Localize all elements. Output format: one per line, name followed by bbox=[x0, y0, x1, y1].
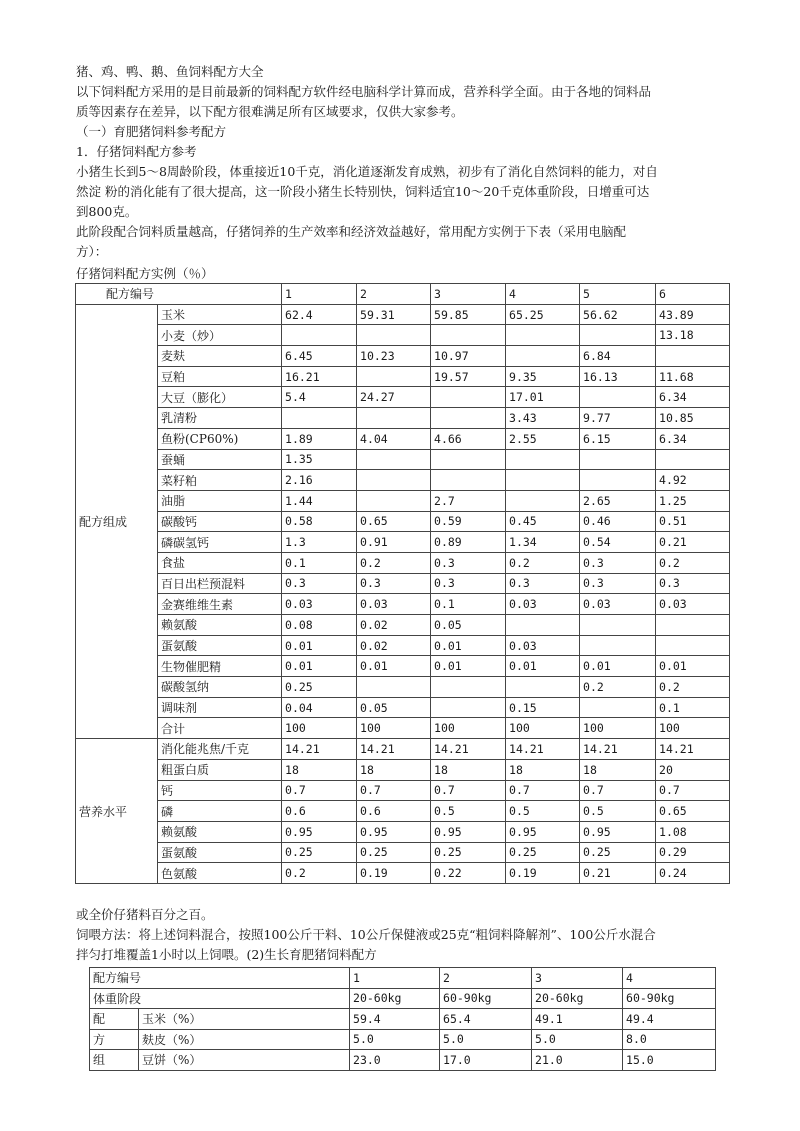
table-cell: 15.0 bbox=[623, 1050, 716, 1071]
table-cell: 0.2 bbox=[656, 677, 730, 698]
table-cell: 0.5 bbox=[506, 801, 580, 822]
table-row bbox=[76, 470, 730, 491]
table-cell: 0.24 bbox=[656, 863, 730, 884]
table-cell: 59.4 bbox=[350, 1009, 440, 1030]
table-cell bbox=[506, 470, 580, 491]
ingredient-name: 合计 bbox=[158, 718, 282, 739]
table-cell: 0.04 bbox=[282, 697, 357, 718]
table-cell: 1.08 bbox=[656, 821, 730, 842]
table-cell: 0.89 bbox=[431, 532, 506, 553]
table-cell: 4.66 bbox=[431, 428, 506, 449]
table-cell: 0.03 bbox=[656, 594, 730, 615]
table-row bbox=[76, 842, 730, 863]
formula-id: 2 bbox=[357, 284, 431, 305]
table-cell: 0.2 bbox=[580, 677, 656, 698]
table-cell: 62.4 bbox=[282, 304, 357, 325]
table-cell: 100 bbox=[431, 718, 506, 739]
table-row bbox=[76, 532, 730, 553]
table-row bbox=[76, 718, 730, 739]
table-cell: 0.3 bbox=[656, 573, 730, 594]
table-cell: 0.95 bbox=[580, 821, 656, 842]
table-cell bbox=[580, 449, 656, 470]
table-cell: 0.25 bbox=[282, 677, 357, 698]
table-cell: 0.3 bbox=[506, 573, 580, 594]
ingredient-name: 钙 bbox=[158, 780, 282, 801]
table-cell bbox=[580, 697, 656, 718]
header-label: 配方编号 bbox=[76, 284, 282, 305]
table-cell: 100 bbox=[506, 718, 580, 739]
ingredient-name: 消化能兆焦/千克 bbox=[158, 739, 282, 760]
stage-cell: 60-90kg bbox=[440, 988, 532, 1009]
table-cell: 1.44 bbox=[282, 490, 357, 511]
table-cell bbox=[431, 449, 506, 470]
table-cell bbox=[431, 387, 506, 408]
ingredient-name: 菜籽粕 bbox=[158, 470, 282, 491]
table-cell: 1.25 bbox=[656, 490, 730, 511]
table-cell: 6.34 bbox=[656, 428, 730, 449]
table-cell bbox=[357, 366, 431, 387]
table-cell: 14.21 bbox=[506, 739, 580, 760]
header-label: 配方编号 bbox=[90, 968, 350, 989]
formula-id: 4 bbox=[623, 968, 716, 989]
table-cell bbox=[506, 615, 580, 636]
table-cell: 0.15 bbox=[506, 697, 580, 718]
table-cell: 43.89 bbox=[656, 304, 730, 325]
table-cell: 1.89 bbox=[282, 428, 357, 449]
table-cell: 100 bbox=[656, 718, 730, 739]
table-cell bbox=[431, 470, 506, 491]
table-row bbox=[76, 552, 730, 573]
table-row bbox=[90, 1050, 716, 1071]
table-cell: 0.51 bbox=[656, 511, 730, 532]
table-row bbox=[90, 1029, 716, 1050]
table-cell: 0.02 bbox=[357, 635, 431, 656]
table-row bbox=[76, 677, 730, 698]
table-cell: 0.03 bbox=[580, 594, 656, 615]
table-cell: 0.3 bbox=[431, 573, 506, 594]
stage-row bbox=[90, 988, 716, 1009]
ingredient-name: 生物催肥精 bbox=[158, 656, 282, 677]
table-cell: 18 bbox=[431, 759, 506, 780]
ingredient-name: 金赛维维生素 bbox=[158, 594, 282, 615]
table-cell bbox=[431, 325, 506, 346]
table-cell bbox=[506, 346, 580, 367]
table-cell: 0.03 bbox=[506, 635, 580, 656]
table-cell: 24.27 bbox=[357, 387, 431, 408]
table-cell: 0.3 bbox=[580, 552, 656, 573]
table-cell: 19.57 bbox=[431, 366, 506, 387]
table-cell: 2.65 bbox=[580, 490, 656, 511]
ingredient-name: 碳酸氢纳 bbox=[158, 677, 282, 698]
table-row bbox=[76, 656, 730, 677]
table-cell bbox=[357, 449, 431, 470]
table-cell: 49.4 bbox=[623, 1009, 716, 1030]
table-row bbox=[76, 635, 730, 656]
table-cell bbox=[282, 325, 357, 346]
table-row bbox=[76, 449, 730, 470]
ingredient-name: 碳酸钙 bbox=[158, 511, 282, 532]
formula-id: 4 bbox=[506, 284, 580, 305]
table-cell: 0.2 bbox=[506, 552, 580, 573]
formula-id: 3 bbox=[532, 968, 623, 989]
table-cell: 0.3 bbox=[282, 573, 357, 594]
intro-line: 此阶段配合饲料质量越高，仔猪饲养的生产效率和经济效益越好，常用配方实例于下表（采用电脑配 bbox=[76, 224, 627, 239]
table-row bbox=[76, 428, 730, 449]
intro-section bbox=[76, 62, 736, 262]
table-row bbox=[76, 366, 730, 387]
table-cell: 4.92 bbox=[656, 470, 730, 491]
table-row bbox=[76, 863, 730, 884]
table-cell: 18 bbox=[506, 759, 580, 780]
table-cell: 18 bbox=[282, 759, 357, 780]
table-cell: 2.16 bbox=[282, 470, 357, 491]
ingredient-name: 蛋氨酸 bbox=[158, 635, 282, 656]
table-cell: 49.1 bbox=[532, 1009, 623, 1030]
ingredient-name: 百日出栏预混料 bbox=[158, 573, 282, 594]
formula-id: 1 bbox=[350, 968, 440, 989]
table-cell: 0.7 bbox=[506, 780, 580, 801]
table-cell: 3.43 bbox=[506, 408, 580, 429]
table-row bbox=[76, 697, 730, 718]
table-cell: 0.7 bbox=[656, 780, 730, 801]
table-cell: 18 bbox=[580, 759, 656, 780]
table-cell bbox=[431, 677, 506, 698]
table-cell: 0.29 bbox=[656, 842, 730, 863]
table-cell: 17.01 bbox=[506, 387, 580, 408]
table-cell: 5.0 bbox=[532, 1029, 623, 1050]
table-cell bbox=[357, 470, 431, 491]
table-cell: 10.85 bbox=[656, 408, 730, 429]
ingredient-name: 蛋氨酸 bbox=[158, 842, 282, 863]
ingredient-name: 磷碳氢钙 bbox=[158, 532, 282, 553]
table-cell bbox=[580, 325, 656, 346]
ingredient-name: 调味剂 bbox=[158, 697, 282, 718]
stage-label: 体重阶段 bbox=[90, 988, 350, 1009]
table-cell bbox=[506, 325, 580, 346]
table-cell: 1.3 bbox=[282, 532, 357, 553]
table1-caption: 仔猪饲料配方实例（％） bbox=[76, 266, 214, 281]
ingredient-name: 赖氨酸 bbox=[158, 821, 282, 842]
table-cell: 6.34 bbox=[656, 387, 730, 408]
after-line: 或全价仔猪料百分之百。 bbox=[76, 907, 214, 922]
table-cell bbox=[357, 408, 431, 429]
table-cell: 0.08 bbox=[282, 615, 357, 636]
table-cell: 0.05 bbox=[357, 697, 431, 718]
table-cell: 0.03 bbox=[357, 594, 431, 615]
table-cell: 16.21 bbox=[282, 366, 357, 387]
table-cell: 100 bbox=[580, 718, 656, 739]
table-cell: 0.05 bbox=[431, 615, 506, 636]
group-char: 组 bbox=[90, 1050, 139, 1071]
table-cell: 0.65 bbox=[656, 801, 730, 822]
ingredient-name: 粗蛋白质 bbox=[158, 759, 282, 780]
table-cell: 10.23 bbox=[357, 346, 431, 367]
table-cell: 0.5 bbox=[431, 801, 506, 822]
ingredient-name: 食盐 bbox=[158, 552, 282, 573]
formula-id: 5 bbox=[580, 284, 656, 305]
table-cell: 2.7 bbox=[431, 490, 506, 511]
grower-feed-table bbox=[89, 967, 716, 1071]
ingredient-name: 蚕蛹 bbox=[158, 449, 282, 470]
table-cell: 0.1 bbox=[656, 697, 730, 718]
table-cell: 0.25 bbox=[506, 842, 580, 863]
table-cell: 59.85 bbox=[431, 304, 506, 325]
table-row bbox=[76, 801, 730, 822]
ingredient-name: 麸皮（%） bbox=[139, 1029, 350, 1050]
table-cell: 0.7 bbox=[282, 780, 357, 801]
table-cell: 0.45 bbox=[506, 511, 580, 532]
table-cell: 0.25 bbox=[282, 842, 357, 863]
table-cell: 4.04 bbox=[357, 428, 431, 449]
table-cell: 1.35 bbox=[282, 449, 357, 470]
table-cell: 14.21 bbox=[656, 739, 730, 760]
intro-line: 然淀 粉的消化能有了很大提高，这一阶段小猪生长特别快，饲料适宜10～20千克体重阶段，日增重可达 bbox=[76, 184, 650, 199]
table-cell: 0.46 bbox=[580, 511, 656, 532]
intro-line: 质等因素存在差异，以下配方很难满足所有区域要求，仅供大家参考。 bbox=[76, 104, 464, 119]
table-row bbox=[76, 573, 730, 594]
table-cell: 2.55 bbox=[506, 428, 580, 449]
table-cell: 0.2 bbox=[656, 552, 730, 573]
table-cell: 14.21 bbox=[282, 739, 357, 760]
table-cell: 0.95 bbox=[506, 821, 580, 842]
table-cell bbox=[506, 449, 580, 470]
document-title: 猪、鸡、鸭、鹅、鱼饲料配方大全 bbox=[76, 64, 264, 79]
ingredient-name: 磷 bbox=[158, 801, 282, 822]
group-char: 方 bbox=[90, 1029, 139, 1050]
table-cell: 0.2 bbox=[357, 552, 431, 573]
table-cell: 0.7 bbox=[580, 780, 656, 801]
table-cell: 0.21 bbox=[580, 863, 656, 884]
table-cell: 0.3 bbox=[431, 552, 506, 573]
ingredient-name: 麦麸 bbox=[158, 346, 282, 367]
table-header-row bbox=[90, 968, 716, 989]
table-cell: 14.21 bbox=[357, 739, 431, 760]
formula-id: 1 bbox=[282, 284, 357, 305]
table-cell bbox=[357, 490, 431, 511]
table-cell: 0.54 bbox=[580, 532, 656, 553]
ingredient-name: 鱼粉(CP60%) bbox=[158, 428, 282, 449]
table-cell: 5.4 bbox=[282, 387, 357, 408]
table-cell: 9.35 bbox=[506, 366, 580, 387]
table-cell: 0.58 bbox=[282, 511, 357, 532]
table-cell: 0.03 bbox=[282, 594, 357, 615]
table-cell: 0.7 bbox=[431, 780, 506, 801]
table-cell: 14.21 bbox=[431, 739, 506, 760]
table-cell: 0.2 bbox=[282, 863, 357, 884]
table-cell: 0.65 bbox=[357, 511, 431, 532]
formula-id: 6 bbox=[656, 284, 730, 305]
table-cell: 0.95 bbox=[357, 821, 431, 842]
intro-line: 小猪生长到5～8周龄阶段，体重接近10千克，消化道逐渐发育成熟，初步有了消化自然饲料的能力，对自 bbox=[76, 164, 658, 179]
table-cell: 0.95 bbox=[431, 821, 506, 842]
table-cell: 65.4 bbox=[440, 1009, 532, 1030]
table-cell: 0.01 bbox=[431, 635, 506, 656]
table-cell: 6.84 bbox=[580, 346, 656, 367]
stage-cell: 20-60kg bbox=[350, 988, 440, 1009]
table-cell: 0.03 bbox=[506, 594, 580, 615]
table-cell bbox=[506, 490, 580, 511]
table-cell bbox=[357, 325, 431, 346]
feeding-section bbox=[76, 905, 736, 965]
table-row bbox=[76, 490, 730, 511]
table-cell: 0.01 bbox=[282, 635, 357, 656]
table-cell: 0.01 bbox=[656, 656, 730, 677]
table-cell: 0.7 bbox=[357, 780, 431, 801]
table-cell: 100 bbox=[282, 718, 357, 739]
table-row bbox=[76, 739, 730, 760]
table-cell: 0.01 bbox=[580, 656, 656, 677]
ingredient-name: 豆粕 bbox=[158, 366, 282, 387]
ingredient-name: 玉米 bbox=[158, 304, 282, 325]
table-row bbox=[76, 304, 730, 325]
table-cell: 6.15 bbox=[580, 428, 656, 449]
table-cell: 10.97 bbox=[431, 346, 506, 367]
table-row bbox=[76, 780, 730, 801]
table-row bbox=[90, 1009, 716, 1030]
composition-group-label: 配方组成 bbox=[76, 304, 158, 738]
ingredient-name: 色氨酸 bbox=[158, 863, 282, 884]
table-cell: 20 bbox=[656, 759, 730, 780]
group-char: 配 bbox=[90, 1009, 139, 1030]
table-cell: 0.01 bbox=[282, 656, 357, 677]
table-cell bbox=[580, 635, 656, 656]
intro-line: 以下饲料配方采用的是目前最新的饲料配方软件经电脑科学计算而成，营养科学全面。由于各地的饲料品 bbox=[76, 84, 652, 99]
after-line: 饲喂方法：将上述饲料混合，按照100公斤干料、10公斤保健液或25克“粗饲料降解剂”、100公斤水混合 bbox=[76, 927, 656, 942]
table-cell bbox=[656, 346, 730, 367]
piglet-feed-table bbox=[75, 283, 730, 884]
table-cell bbox=[431, 697, 506, 718]
ingredient-name: 油脂 bbox=[158, 490, 282, 511]
table-cell: 0.01 bbox=[357, 656, 431, 677]
table-row bbox=[76, 387, 730, 408]
table-cell: 0.3 bbox=[357, 573, 431, 594]
table-cell: 14.21 bbox=[580, 739, 656, 760]
table-cell: 0.02 bbox=[357, 615, 431, 636]
ingredient-name: 乳清粉 bbox=[158, 408, 282, 429]
table-cell: 0.6 bbox=[357, 801, 431, 822]
table-cell bbox=[580, 470, 656, 491]
table-header-row bbox=[76, 284, 730, 305]
ingredient-name: 赖氨酸 bbox=[158, 615, 282, 636]
table-cell: 0.95 bbox=[282, 821, 357, 842]
ingredient-name: 玉米（%） bbox=[139, 1009, 350, 1030]
table-cell bbox=[656, 635, 730, 656]
ingredient-name: 大豆（膨化） bbox=[158, 387, 282, 408]
table-cell: 0.5 bbox=[580, 801, 656, 822]
table-cell: 0.6 bbox=[282, 801, 357, 822]
table-cell: 23.0 bbox=[350, 1050, 440, 1071]
table-cell: 6.45 bbox=[282, 346, 357, 367]
table-cell: 11.68 bbox=[656, 366, 730, 387]
table-cell: 0.01 bbox=[506, 656, 580, 677]
table-row bbox=[76, 821, 730, 842]
table-cell: 5.0 bbox=[350, 1029, 440, 1050]
ingredient-name: 小麦（炒） bbox=[158, 325, 282, 346]
table-cell: 18 bbox=[357, 759, 431, 780]
table-cell bbox=[656, 449, 730, 470]
ingredient-name: 豆饼（%） bbox=[139, 1050, 350, 1071]
intro-line: 方）： bbox=[76, 244, 108, 259]
nutrition-group-label: 营养水平 bbox=[76, 739, 158, 884]
table-row bbox=[76, 615, 730, 636]
table-cell: 13.18 bbox=[656, 325, 730, 346]
table-cell bbox=[357, 677, 431, 698]
table-cell: 0.1 bbox=[431, 594, 506, 615]
table-cell: 0.19 bbox=[506, 863, 580, 884]
stage-cell: 60-90kg bbox=[623, 988, 716, 1009]
table-cell: 1.34 bbox=[506, 532, 580, 553]
table-cell: 0.1 bbox=[282, 552, 357, 573]
table-cell: 65.25 bbox=[506, 304, 580, 325]
table-cell bbox=[431, 408, 506, 429]
table-cell: 0.22 bbox=[431, 863, 506, 884]
table-cell: 59.31 bbox=[357, 304, 431, 325]
table-cell: 0.3 bbox=[580, 573, 656, 594]
table-cell: 0.01 bbox=[431, 656, 506, 677]
formula-id: 3 bbox=[431, 284, 506, 305]
after-line: 拌匀打堆覆盖1小时以上饲喂。(2)生长育肥猪饲料配方 bbox=[76, 947, 377, 962]
table-cell: 17.0 bbox=[440, 1050, 532, 1071]
table-cell: 16.13 bbox=[580, 366, 656, 387]
table-cell: 0.21 bbox=[656, 532, 730, 553]
table-cell: 5.0 bbox=[440, 1029, 532, 1050]
table-cell: 21.0 bbox=[532, 1050, 623, 1071]
table-row bbox=[76, 759, 730, 780]
table-row bbox=[76, 325, 730, 346]
table-row bbox=[76, 408, 730, 429]
table-row bbox=[76, 594, 730, 615]
table-cell: 0.91 bbox=[357, 532, 431, 553]
table-cell bbox=[580, 387, 656, 408]
table-cell bbox=[656, 615, 730, 636]
intro-line: 到800克。 bbox=[76, 204, 138, 219]
table-cell: 9.77 bbox=[580, 408, 656, 429]
table-row bbox=[76, 346, 730, 367]
table-cell bbox=[506, 677, 580, 698]
table-cell: 8.0 bbox=[623, 1029, 716, 1050]
stage-cell: 20-60kg bbox=[532, 988, 623, 1009]
formula-id: 2 bbox=[440, 968, 532, 989]
table-cell bbox=[282, 408, 357, 429]
table-cell: 0.25 bbox=[431, 842, 506, 863]
table-cell: 0.25 bbox=[357, 842, 431, 863]
subsection-heading: 1．仔猪饲料配方参考 bbox=[76, 144, 197, 159]
table-cell: 0.25 bbox=[580, 842, 656, 863]
table-cell bbox=[580, 615, 656, 636]
table-cell: 0.59 bbox=[431, 511, 506, 532]
table-row bbox=[76, 511, 730, 532]
section-heading: （一）育肥猪饲料参考配方 bbox=[76, 124, 227, 139]
table-cell: 56.62 bbox=[580, 304, 656, 325]
table-cell: 0.19 bbox=[357, 863, 431, 884]
table-cell: 100 bbox=[357, 718, 431, 739]
